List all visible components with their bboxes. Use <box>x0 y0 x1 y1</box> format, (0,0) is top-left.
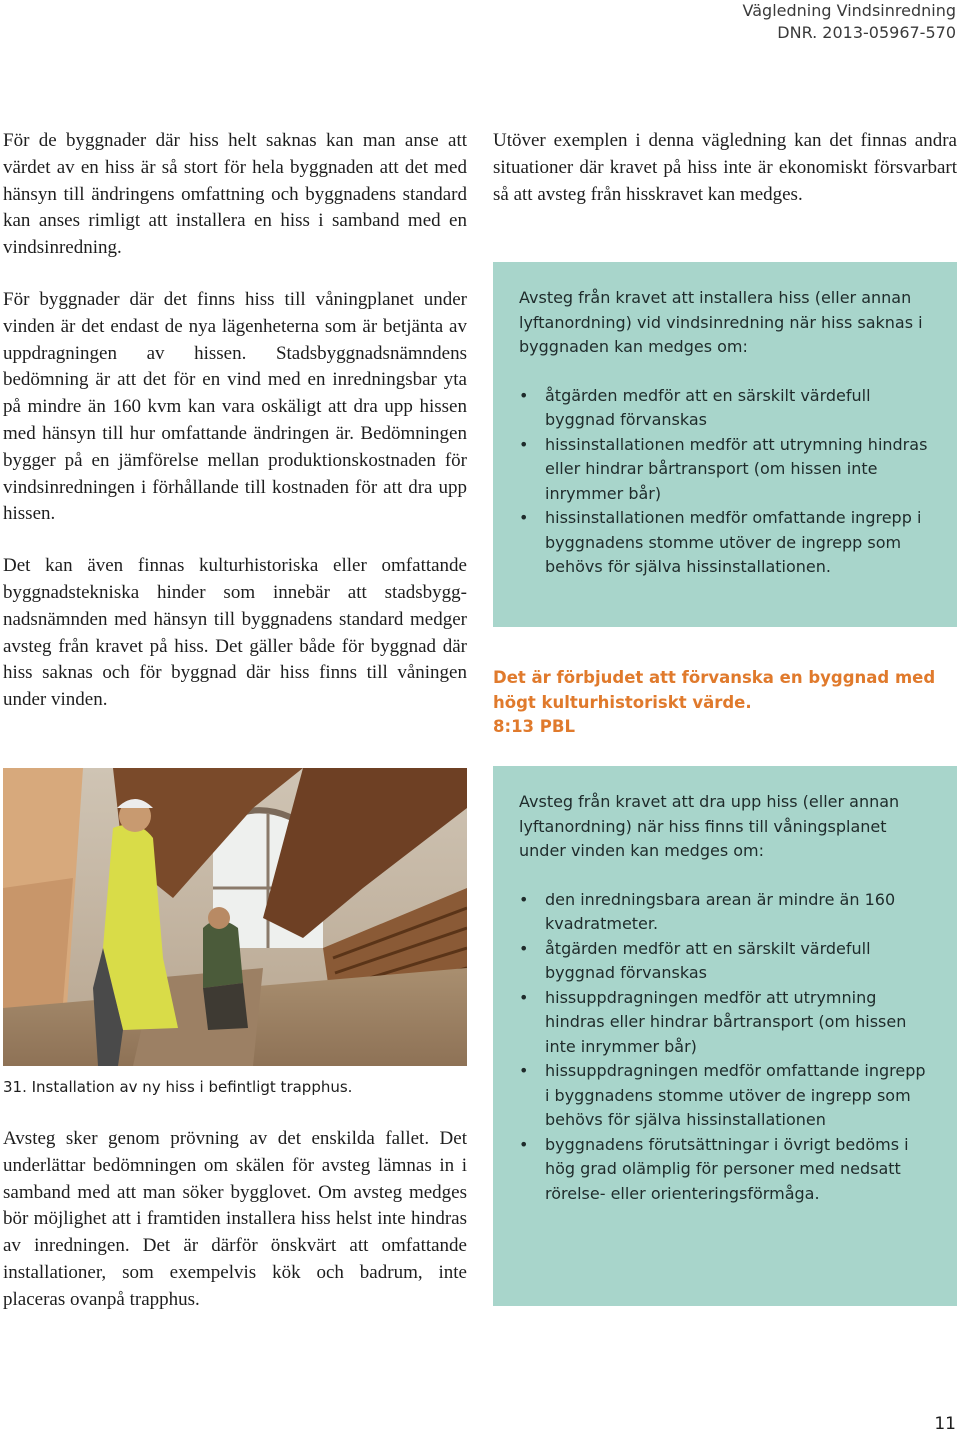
list-item: • hissinstallationen medför omfattande ingrepp i byggnadens stomme utöver de ingrepp som behövs för själva hissinstallationen. <box>519 508 922 576</box>
info-box-lead: Avsteg från kravet att dra upp hiss (eller annan lyftanordning) när hiss finns till våningsplanet under vinden kan medges om: <box>519 792 900 860</box>
bullet-list <box>519 888 931 1207</box>
page-number: 11 <box>934 1414 956 1434</box>
paragraph: För de byggnader där hiss helt saknas kan man anse att värdet av en hiss är så stort för hela byggnaden att det med hänsyn till ändringens omfattning och byggnadens standard kan anses rimligt att installera en hiss i samband med en vindsinredning. <box>3 130 467 259</box>
paragraph: Avsteg sker genom prövning av det enskilda fallet. Det underlättar bedömningen om skälen för avsteg lämnas in i samband med att man söker bygglovet. Om avsteg medges bör möjlighet att i framtiden installera hiss helst inte hindras av inredningen. Det är därför önskvärt att omfattande installationer, som exempelvis kök och badrum, inte placeras ovanpå trapphus. <box>3 1128 467 1310</box>
document-dnr: DNR. 2013-05967-570 <box>777 23 956 42</box>
left-column-bottom <box>3 1126 467 1314</box>
info-box-existing-elevator <box>493 766 957 1306</box>
legal-warning <box>493 666 960 740</box>
paragraph: Utöver exemplen i denna vägledning kan det finnas andra situationer där kravet på hiss inte är ekonomiskt försvarbart så att avsteg från hisskravet kan medges. <box>493 130 957 205</box>
bullet-icon: • <box>519 434 529 454</box>
document-title: Vägledning Vindsinredning <box>742 1 956 20</box>
list-item: • hissuppdragningen medför att utrymning hindras eller hindrar bårtransport (om hissen inte inrymmer bår) <box>519 987 907 1056</box>
info-box-lead: Avsteg från kravet att installera hiss (eller annan lyftanordning) vid vindsinredning när hiss saknas i byggnaden kan medges om: <box>519 288 923 356</box>
list-item: • den inredningsbara arean är mindre än 160 kvadratmeter. <box>519 889 896 933</box>
list-item: • byggnadens förutsättningar i övrigt bedöms i hög grad olämplig för personer med nedsatt rörelse- eller orienteringsförmåga. <box>519 1134 909 1203</box>
bullet-icon: • <box>519 508 529 527</box>
photo-caption: 31. Installation av ny hiss i befintligt trapphus. <box>3 1078 353 1096</box>
bullet-icon: • <box>519 385 529 405</box>
list-item: • hissuppdragningen medför omfattande ingrepp i byggnadens stomme utöver de ingrepp som behövs för själva hissinstallationen <box>519 1061 926 1129</box>
paragraph: För byggnader där det finns hiss till våningplanet under vinden är det endast de nya lägenheterna som är betjänta av uppdragningen av hissen. Stadsbyggnadsnämndens bedömning är att det för en vind med en inredningsbar yta på mindre än 160 kvm kan vara oskäligt att dra upp hissen med hänsyn till hur omfattande ändringen är. Bedömningen bygger på en jämförelse mellan produktionskostnaden för vindsinredningen i förhållande till kostnaden för att dra upp hissen. <box>3 288 467 525</box>
bullet-icon: • <box>519 1134 529 1154</box>
page-header <box>743 0 956 44</box>
right-column-intro <box>493 128 957 208</box>
bullet-icon: • <box>519 1061 529 1080</box>
bullet-icon: • <box>519 938 529 958</box>
paragraph: Det kan även finnas kulturhistoriska eller omfattande byggnadstekniska hinder som innebär att stadsbyggnadsnämnden med hänsyn till byggnadens standard medger avsteg från kravet på hiss. Det gäller både för byggnad där hiss saknas och för byggnad där hiss finns till våningen under vinden. <box>3 555 467 711</box>
list-item: • åtgärden medför att en särskilt värdefull byggnad förvanskas <box>519 938 871 982</box>
law-reference: 8:13 PBL <box>493 717 575 736</box>
warning-line: högt kulturhistoriskt värde. <box>493 692 752 712</box>
info-box-no-elevator <box>493 262 957 627</box>
warning-line: Det är förbjudet att förvanska en byggnad med <box>493 668 936 687</box>
stairwell-photo <box>3 768 467 1066</box>
bullet-icon: • <box>519 889 529 909</box>
list-item: • åtgärden medför att en särskilt värdefull byggnad förvanskas <box>519 385 871 429</box>
list-item: • hissinstallationen medför att utrymning hindras eller hindrar bårtransport (om hissen inte inrymmer bår) <box>519 434 928 503</box>
left-column <box>3 128 467 739</box>
bullet-list <box>519 384 931 580</box>
bullet-icon: • <box>519 987 529 1007</box>
